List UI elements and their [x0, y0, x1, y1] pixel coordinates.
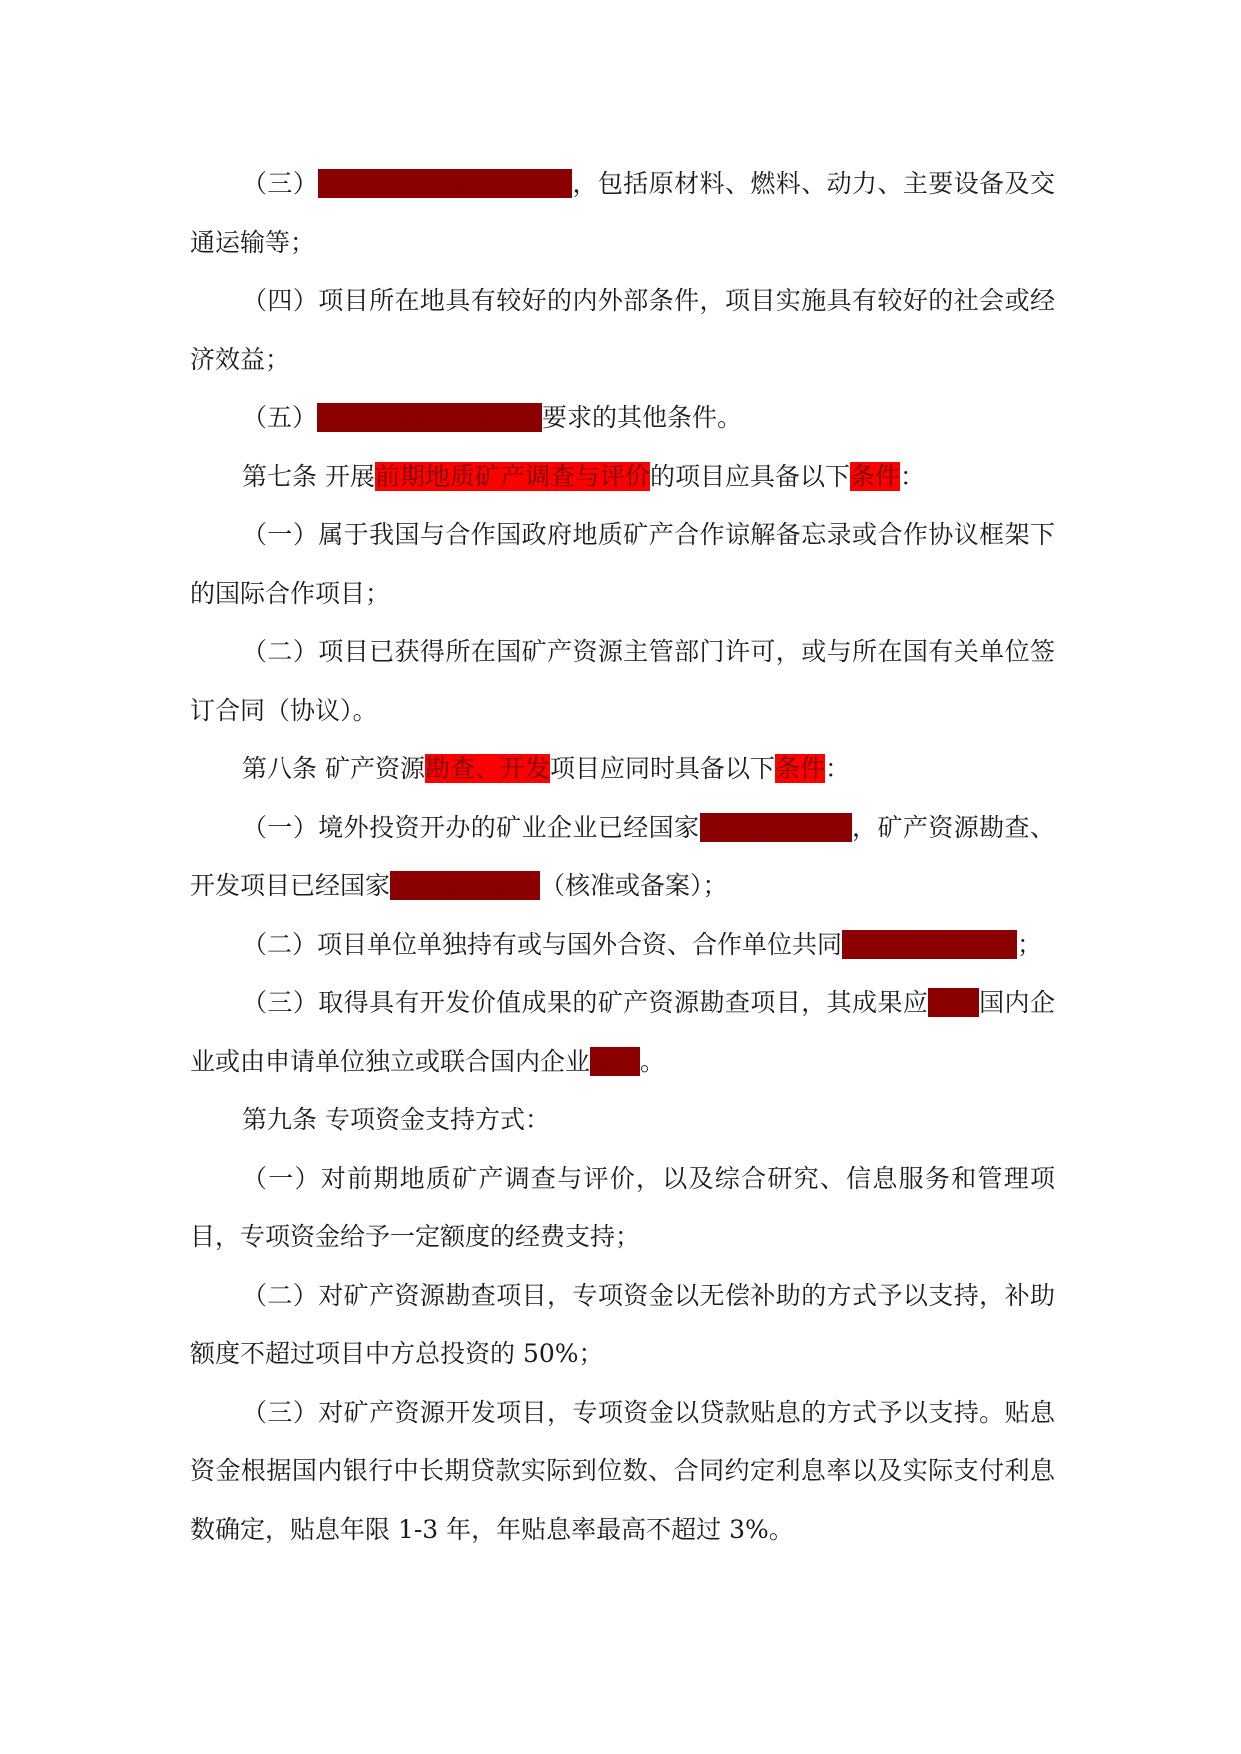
paragraph — [190, 389, 1055, 448]
paragraph — [190, 974, 1055, 1091]
highlighted-text: 财政部和国土资源部 — [317, 403, 543, 432]
text-segment: ： — [900, 461, 926, 491]
text-segment: ： — [825, 754, 851, 783]
highlighted-text: 前期地质矿产调查与评价 — [374, 461, 650, 491]
highlighted-text: 有关部门核准 — [699, 812, 853, 842]
paragraph — [190, 155, 1055, 272]
text-segment: （五） — [242, 403, 318, 432]
text-segment: （一）境外投资开办的矿业企业已经国家 — [242, 812, 700, 842]
highlighted-text: 转让 — [928, 988, 980, 1017]
paragraph — [190, 506, 1055, 623]
text-segment: （三） — [242, 169, 319, 198]
text-segment: 。 — [640, 1046, 666, 1076]
text-segment: （三）取得具有开发价值成果的矿产资源勘查项目，其成果应 — [242, 988, 929, 1017]
text-segment: ，包括原材料、燃料、动力、主要设备及交通运输等； — [190, 169, 1055, 257]
text-segment: 第九条 专项资金支持方式： — [242, 1105, 550, 1134]
text-segment: 项目应同时具备以下 — [549, 754, 775, 783]
text-segment: ，矿产资源勘查、开发项目已经国家 — [190, 812, 1055, 900]
highlighted-text: 项目实施具备保障条件 — [318, 169, 573, 198]
paragraph — [190, 799, 1055, 916]
paragraph — [190, 740, 1055, 799]
paragraph — [190, 1150, 1055, 1267]
paragraph — [190, 1384, 1055, 1560]
text-segment: 的项目应具备以下 — [649, 461, 850, 491]
paragraph — [190, 1267, 1055, 1384]
text-segment: ； — [1017, 929, 1043, 959]
highlighted-text: 开发 — [590, 1046, 641, 1076]
highlighted-text: 条件 — [849, 461, 900, 491]
text-segment: （二）项目已获得所在国矿产资源主管部门许可，或与所在国有关单位签订合同（协议）。 — [190, 637, 1055, 725]
text-segment: 国内企业或由申请单位独立或联合国内企业 — [190, 988, 1055, 1076]
text-segment: 第七条 开展 — [242, 461, 375, 491]
paragraph — [190, 272, 1055, 389]
highlighted-text: 有关部门批准 — [390, 871, 541, 900]
text-segment: 第八条 矿产资源 — [242, 754, 425, 783]
text-segment: （一）对前期地质矿产调查与评价，以及综合研究、信息服务和管理项目，专项资金给予一定额度的经费支持； — [190, 1163, 1055, 1251]
text-segment: 要求的其他条件。 — [542, 403, 743, 432]
text-segment: （二）项目单位单独持有或与国外合资、合作单位共同 — [242, 929, 843, 959]
text-segment: （二）对矿产资源勘查项目，专项资金以无偿补助的方式予以支持，补助额度不超过项目中方总投资的 50%； — [190, 1280, 1055, 1368]
text-segment: （一）属于我国与合作国政府地质矿产合作谅解备忘录或合作协议框架下的国际合作项目； — [190, 520, 1055, 608]
text-segment: （核准或备案）； — [540, 871, 728, 900]
highlighted-text: 勘查、开发 — [424, 754, 550, 783]
paragraph — [190, 916, 1055, 975]
highlighted-text: 持有项目矿业权 — [842, 929, 1018, 959]
text-segment: （四）项目所在地具有较好的内外部条件，项目实施具有较好的社会或经济效益； — [190, 286, 1055, 374]
paragraph — [190, 448, 1055, 507]
paragraph — [190, 1091, 1055, 1150]
text-segment: （三）对矿产资源开发项目，专项资金以贷款贴息的方式予以支持。贴息资金根据国内银行中长期贷款实际到位数、合同约定利息率以及实际支付利息数确定，贴息年限 1-3 年，年贴息率最高不超过 3%。 — [190, 1397, 1055, 1544]
highlighted-text: 条件 — [774, 754, 825, 783]
document-body — [190, 155, 1055, 1559]
paragraph — [190, 623, 1055, 740]
